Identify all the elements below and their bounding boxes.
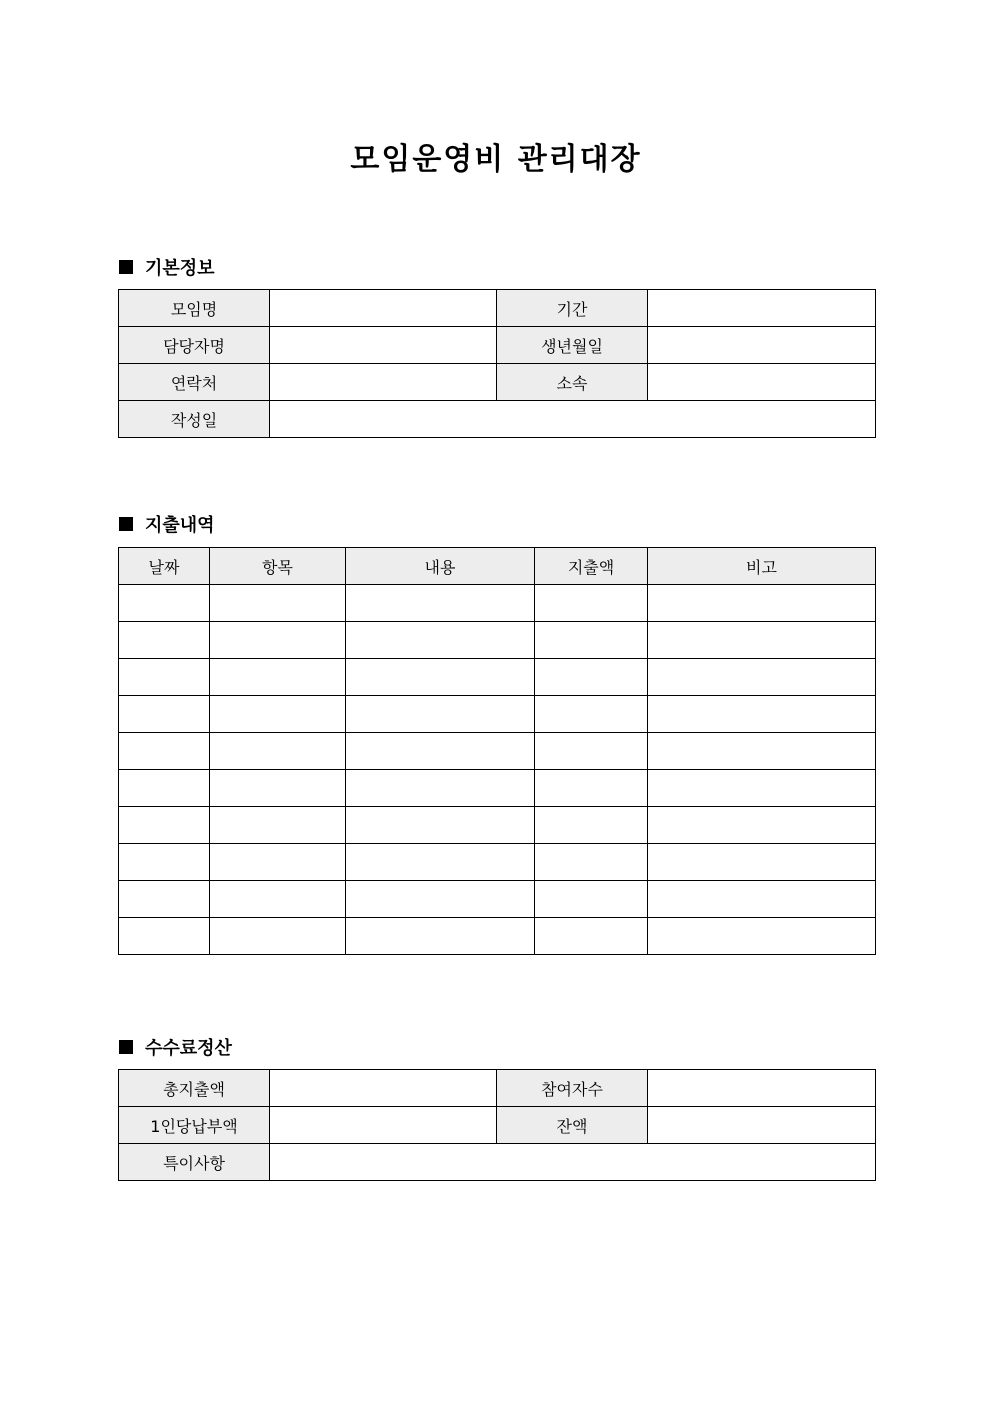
label-cell: 기간	[497, 290, 648, 327]
expense-description-cell[interactable]	[346, 733, 535, 770]
label-cell: 생년월일	[497, 327, 648, 364]
expense-date-cell[interactable]	[119, 918, 210, 955]
section-title: 지출내역	[145, 515, 215, 536]
expense-amount-cell[interactable]	[535, 770, 648, 807]
label-cell: 참여자수	[497, 1070, 648, 1107]
column-header-amount: 지출액	[535, 548, 648, 585]
square-bullet-icon	[119, 517, 133, 531]
expense-date-cell[interactable]	[119, 844, 210, 881]
birthdate-field[interactable]	[648, 327, 876, 364]
expense-item-cell[interactable]	[210, 770, 346, 807]
settlement-table	[118, 1069, 876, 1181]
basic-info-table	[118, 289, 876, 438]
section-heading-basic-info	[119, 254, 215, 280]
total-expense-field[interactable]	[270, 1070, 497, 1107]
column-header-date: 날짜	[119, 548, 210, 585]
table-row	[119, 807, 876, 844]
table-row	[119, 327, 876, 364]
expense-amount-cell[interactable]	[535, 844, 648, 881]
expense-amount-cell[interactable]	[535, 659, 648, 696]
expense-item-cell[interactable]	[210, 844, 346, 881]
expense-note-cell[interactable]	[648, 733, 876, 770]
expense-item-cell[interactable]	[210, 659, 346, 696]
expense-amount-cell[interactable]	[535, 696, 648, 733]
expense-description-cell[interactable]	[346, 585, 535, 622]
expense-date-cell[interactable]	[119, 659, 210, 696]
expense-description-cell[interactable]	[346, 696, 535, 733]
label-cell: 소속	[497, 364, 648, 401]
table-row	[119, 1070, 876, 1107]
expense-date-cell[interactable]	[119, 881, 210, 918]
square-bullet-icon	[119, 1040, 133, 1054]
expense-note-cell[interactable]	[648, 585, 876, 622]
expense-item-cell[interactable]	[210, 807, 346, 844]
label-cell: 담당자명	[119, 327, 270, 364]
expense-amount-cell[interactable]	[535, 585, 648, 622]
expense-item-cell[interactable]	[210, 918, 346, 955]
participants-field[interactable]	[648, 1070, 876, 1107]
table-row	[119, 844, 876, 881]
remarks-field[interactable]	[270, 1144, 876, 1181]
expense-amount-cell[interactable]	[535, 733, 648, 770]
table-row	[119, 364, 876, 401]
expense-date-cell[interactable]	[119, 696, 210, 733]
contact-field[interactable]	[270, 364, 497, 401]
expense-note-cell[interactable]	[648, 844, 876, 881]
label-cell: 연락처	[119, 364, 270, 401]
label-cell: 모임명	[119, 290, 270, 327]
expense-amount-cell[interactable]	[535, 918, 648, 955]
expense-date-cell[interactable]	[119, 733, 210, 770]
expense-item-cell[interactable]	[210, 622, 346, 659]
period-field[interactable]	[648, 290, 876, 327]
expense-note-cell[interactable]	[648, 622, 876, 659]
expense-note-cell[interactable]	[648, 696, 876, 733]
label-cell: 특이사항	[119, 1144, 270, 1181]
expense-description-cell[interactable]	[346, 844, 535, 881]
table-row	[119, 881, 876, 918]
expense-date-cell[interactable]	[119, 622, 210, 659]
table-row	[119, 1144, 876, 1181]
expense-date-cell[interactable]	[119, 770, 210, 807]
meeting-name-field[interactable]	[270, 290, 497, 327]
expense-amount-cell[interactable]	[535, 881, 648, 918]
table-row	[119, 1107, 876, 1144]
expense-description-cell[interactable]	[346, 807, 535, 844]
table-row	[119, 770, 876, 807]
affiliation-field[interactable]	[648, 364, 876, 401]
column-header-item: 항목	[210, 548, 346, 585]
expense-amount-cell[interactable]	[535, 622, 648, 659]
table-row	[119, 659, 876, 696]
column-header-note: 비고	[648, 548, 876, 585]
expense-description-cell[interactable]	[346, 659, 535, 696]
section-heading-settlement	[119, 1034, 232, 1060]
expense-item-cell[interactable]	[210, 585, 346, 622]
expense-date-cell[interactable]	[119, 807, 210, 844]
table-row	[119, 733, 876, 770]
expense-description-cell[interactable]	[346, 881, 535, 918]
expenses-table	[118, 547, 876, 955]
label-cell: 잔액	[497, 1107, 648, 1144]
created-date-field[interactable]	[270, 401, 876, 438]
expense-note-cell[interactable]	[648, 918, 876, 955]
label-cell: 작성일	[119, 401, 270, 438]
table-row	[119, 290, 876, 327]
expense-note-cell[interactable]	[648, 807, 876, 844]
label-cell: 1인당납부액	[119, 1107, 270, 1144]
section-title: 수수료정산	[145, 1038, 232, 1059]
expense-item-cell[interactable]	[210, 733, 346, 770]
expense-date-cell[interactable]	[119, 585, 210, 622]
table-row	[119, 401, 876, 438]
expense-note-cell[interactable]	[648, 881, 876, 918]
per-person-amount-field[interactable]	[270, 1107, 497, 1144]
expense-description-cell[interactable]	[346, 918, 535, 955]
expense-item-cell[interactable]	[210, 696, 346, 733]
expense-description-cell[interactable]	[346, 770, 535, 807]
label-cell: 총지출액	[119, 1070, 270, 1107]
column-header-description: 내용	[346, 548, 535, 585]
expense-amount-cell[interactable]	[535, 807, 648, 844]
table-row	[119, 622, 876, 659]
square-bullet-icon	[119, 260, 133, 274]
section-heading-expenses	[119, 511, 215, 537]
expense-description-cell[interactable]	[346, 622, 535, 659]
expense-item-cell[interactable]	[210, 881, 346, 918]
balance-field[interactable]	[648, 1107, 876, 1144]
table-row	[119, 585, 876, 622]
document-title: 모임운영비 관리대장	[350, 142, 642, 177]
manager-name-field[interactable]	[270, 327, 497, 364]
table-row	[119, 696, 876, 733]
expense-note-cell[interactable]	[648, 770, 876, 807]
table-row	[119, 918, 876, 955]
table-header-row	[119, 548, 876, 585]
expense-note-cell[interactable]	[648, 659, 876, 696]
expense-rows	[119, 585, 876, 955]
section-title: 기본정보	[145, 258, 215, 279]
